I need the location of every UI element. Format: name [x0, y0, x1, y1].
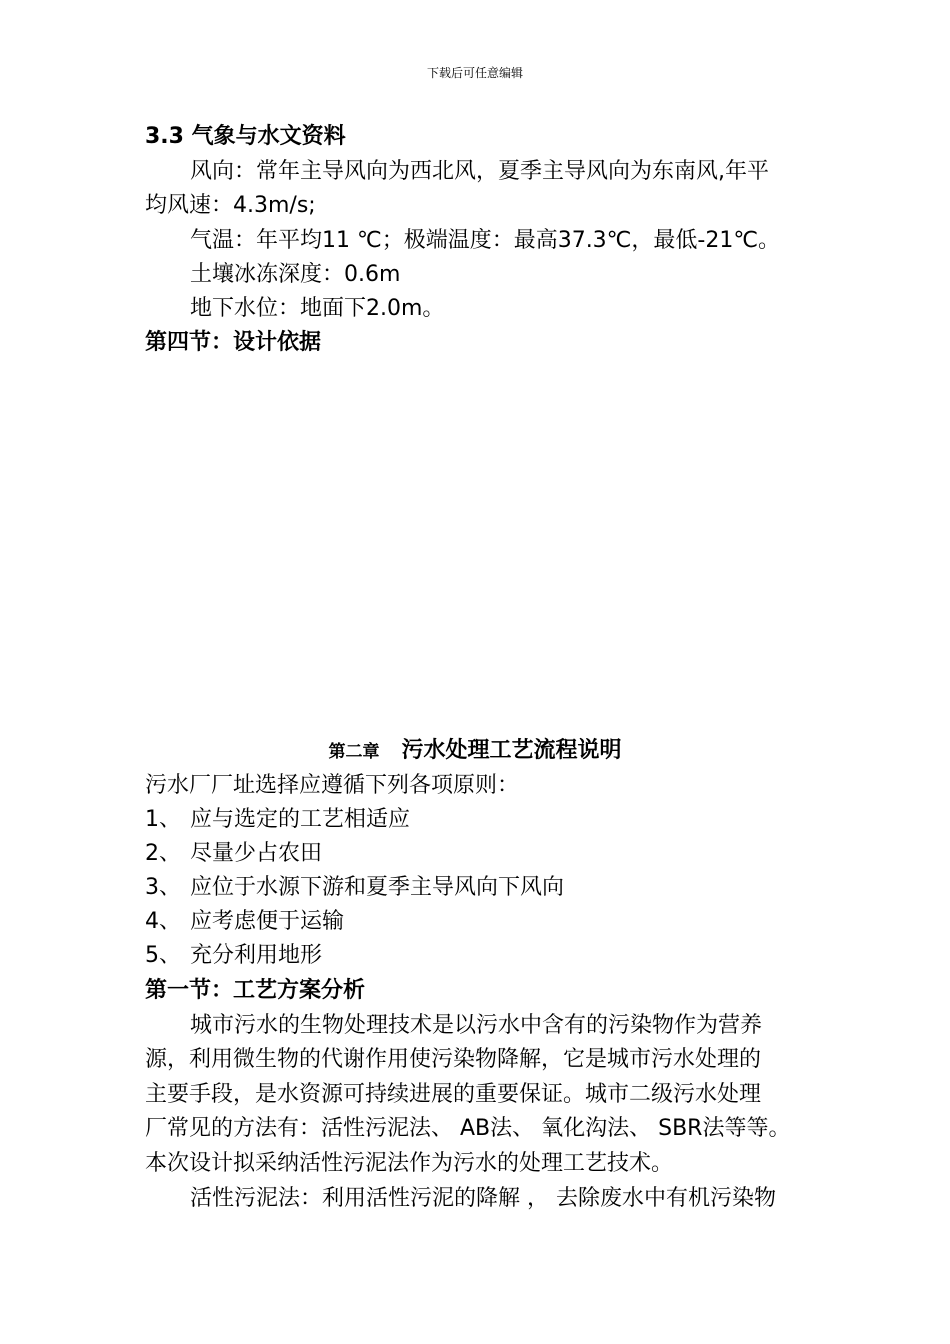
paragraph-line: 城市污水的生物处理技术是以污水中含有的污染物作为营养 — [190, 1013, 763, 1038]
section-heading-4: 第四节：设计依据 — [145, 330, 322, 355]
list-number: 2、 — [145, 841, 181, 866]
list-item — [145, 805, 410, 835]
section-heading-1: 第一节：工艺方案分析 — [145, 978, 366, 1003]
list-number: 3、 — [145, 875, 181, 900]
paragraph-line: 本次设计拟采纳活性污泥法作为污水的处理工艺技术。 — [145, 1151, 674, 1176]
site-selection-intro: 污水厂厂址选择应遵循下列各项原则： — [145, 773, 520, 798]
list-text: 应位于水源下游和夏季主导风向下风向 — [190, 875, 565, 900]
chapter-number: 第二章 — [328, 742, 380, 762]
list-text: 尽量少占农田 — [190, 841, 323, 866]
list-text: 应考虑便于运输 — [190, 909, 345, 934]
frost-depth-text: 土壤冰冻深度：0.6m — [190, 262, 401, 287]
list-item — [145, 941, 322, 971]
groundwater-text: 地下水位：地面下2.0m。 — [190, 296, 445, 321]
list-text: 充分利用地形 — [190, 943, 323, 968]
list-item — [145, 907, 344, 937]
temperature-text: 气温：年平均11 ℃；极端温度：最高37.3℃，最低-21℃。 — [190, 228, 781, 253]
wind-text-line-1: 风向：常年主导风向为西北风，夏季主导风向为东南风,年平 — [190, 159, 769, 184]
paragraph-line: 厂常见的方法有：活性污泥法、 AB法、 氧化沟法、 SBR法等等。 — [145, 1116, 791, 1141]
page-header: 下载后可任意编辑 — [426, 66, 523, 80]
list-item — [145, 873, 564, 903]
list-item — [145, 839, 322, 869]
wind-text-line-2: 均风速：4.3m/s; — [145, 193, 316, 218]
list-number: 1、 — [145, 807, 181, 832]
paragraph-line: 源，利用微生物的代谢作用使污染物降解，它是城市污水处理的 — [145, 1047, 762, 1072]
list-number: 4、 — [145, 909, 181, 934]
paragraph-line: 主要手段，是水资源可持续进展的重要保证。城市二级污水处理 — [145, 1082, 762, 1107]
list-number: 5、 — [145, 943, 181, 968]
list-text: 应与选定的工艺相适应 — [190, 807, 411, 832]
paragraph-line: 活性污泥法：利用活性污泥的降解 ， 去除废水中有机污染物 — [190, 1186, 776, 1211]
section-heading-3-3: 3.3 气象与水文资料 — [145, 124, 346, 149]
chapter-title — [0, 736, 950, 767]
chapter-name: 污水处理工艺流程说明 — [401, 738, 622, 763]
